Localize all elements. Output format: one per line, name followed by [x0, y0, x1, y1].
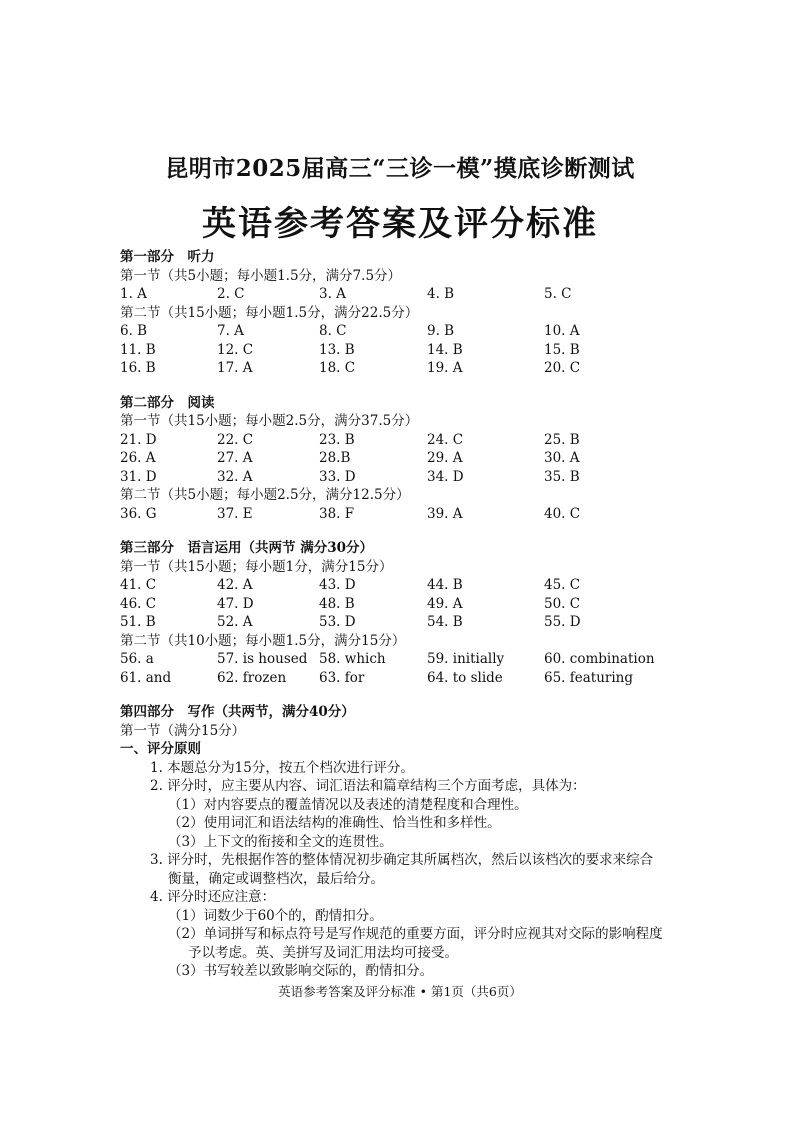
principle-3-line-1: 3. 评分时，先根据作答的整体情况初步确定其所属档次，然后以该档次的要求来综合: [150, 852, 654, 868]
answer-item: 29. A: [427, 450, 463, 466]
answer-item: 61. and: [120, 669, 172, 686]
part2-section2-answers: [120, 505, 700, 524]
principle-1: 1. 本题总分为15分，按五个档次进行评分。: [150, 759, 414, 776]
answer-item: 8. C: [319, 323, 347, 339]
part3-section2-answers: [120, 650, 700, 687]
answer-item: 37. E: [217, 505, 253, 522]
answer-row: [120, 449, 700, 468]
answer-item: 19. A: [427, 360, 463, 376]
answer-item: 36. G: [120, 505, 157, 522]
part2-section1-answers: [120, 431, 700, 487]
answer-item: 3. A: [319, 286, 346, 302]
page-footer: 英语参考答案及评分标准 • 第1页（共6页）: [278, 984, 522, 999]
principle-4: 4. 评分时还应注意：: [150, 889, 276, 905]
answer-row: [120, 341, 700, 360]
answer-item: 43. D: [319, 577, 356, 593]
part2-section1-label: 第一节（共15小题；每小题2.5分，满分37.5分）: [120, 413, 419, 429]
part3-section1-answers: [120, 576, 700, 632]
part1-heading: 第一部分 听力: [120, 249, 215, 265]
answer-item: 25. B: [544, 431, 580, 448]
answer-item: 28.B: [319, 450, 351, 466]
answer-item: 62. frozen: [217, 669, 287, 686]
part4-heading: 第四部分 写作（共两节，满分40分）: [120, 704, 355, 720]
answer-row: [120, 431, 700, 450]
answer-item: 27. A: [217, 450, 253, 466]
answer-row: [120, 322, 700, 341]
answer-item: 59. initially: [427, 651, 505, 667]
answer-item: 10. A: [544, 323, 580, 339]
answer-item: 52. A: [217, 614, 253, 630]
answer-item: 56. a: [120, 651, 154, 667]
answer-item: 47. D: [217, 595, 254, 612]
part4-section1-label: 第一节（满分15分）: [120, 722, 246, 739]
answer-item: 35. B: [544, 468, 580, 485]
part1-section2-label: 第二节（共15小题；每小题1.5分，满分22.5分）: [120, 304, 419, 321]
principle-4-item-2-line-2: 予以考虑。英、美拼写及词汇用法均可接受。: [188, 944, 458, 961]
principle-2-item-1: （1）对内容要点的覆盖情况以及表述的清楚程度和合理性。: [168, 796, 528, 813]
answer-item: 54. B: [427, 614, 463, 630]
answer-item: 26. A: [120, 450, 156, 466]
answer-content: [120, 248, 700, 981]
answer-item: 55. D: [544, 614, 581, 630]
principle-4-item-1: （1）词数少于60个的，酌情扣分。: [168, 907, 383, 924]
principle-4-item-2-line-1: （2）单词拼写和标点符号是写作规范的重要方面，评分时应视其对交际的影响程度: [168, 926, 663, 942]
answer-item: 50. C: [544, 595, 581, 612]
principle-3-line-2: 衡量，确定或调整档次，最后给分。: [168, 870, 384, 887]
answer-item: 57. is housed: [217, 651, 308, 667]
answer-item: 7. A: [217, 323, 244, 339]
answer-item: 60. combination: [544, 651, 655, 667]
answer-item: 11. B: [120, 341, 156, 358]
answer-item: 38. F: [319, 505, 355, 522]
answer-item: 49. A: [427, 595, 463, 612]
answer-item: 21. D: [120, 431, 157, 448]
answer-item: 20. C: [544, 360, 581, 376]
answer-item: 15. B: [544, 341, 580, 358]
answer-item: 24. C: [427, 431, 464, 448]
answer-row: [120, 285, 700, 304]
answer-item: 23. B: [319, 431, 355, 448]
answer-item: 12. C: [217, 341, 254, 358]
part1-section1-answers: [120, 285, 700, 304]
answer-item: 6. B: [120, 323, 148, 339]
answer-item: 2. C: [217, 286, 245, 302]
answer-item: 9. B: [427, 323, 455, 339]
answer-item: 17. A: [217, 360, 253, 376]
answer-item: 4. B: [427, 286, 455, 302]
answer-row: [120, 650, 700, 669]
answer-row: [120, 576, 700, 595]
answer-row: [120, 613, 700, 632]
answer-row: [120, 468, 700, 487]
answer-item: 58. which: [319, 651, 386, 667]
principle-4-item-3: （3）书写较差以致影响交际的，酌情扣分。: [168, 963, 434, 979]
answer-item: 39. A: [427, 505, 463, 522]
answer-row: [120, 505, 700, 524]
answer-item: 34. D: [427, 468, 464, 485]
answer-item: 16. B: [120, 360, 156, 376]
answer-item: 44. B: [427, 577, 463, 593]
part2-heading: 第二部分 阅读: [120, 394, 215, 411]
answer-item: 65. featuring: [544, 669, 634, 686]
exam-title: 昆明市2025届高三“三诊一模”摸底诊断测试: [165, 155, 635, 182]
answer-item: 45. C: [544, 577, 581, 593]
answer-item: 42. A: [217, 577, 253, 593]
part2-section2-label: 第二节（共5小题；每小题2.5分，满分12.5分）: [120, 487, 410, 503]
answer-item: 32. A: [217, 468, 253, 485]
answer-item: 53. D: [319, 614, 356, 630]
answer-item: 13. B: [319, 341, 355, 358]
answer-item: 30. A: [544, 450, 580, 466]
answer-item: 1. A: [120, 286, 147, 302]
principle-2-item-3: （3）上下文的衔接和全文的连贯性。: [168, 833, 393, 850]
answer-item: 48. B: [319, 595, 355, 612]
answer-item: 14. B: [427, 341, 463, 358]
answer-item: 5. C: [544, 286, 572, 302]
answer-item: 51. B: [120, 614, 156, 630]
principle-2: 2. 评分时，应主要从内容、词汇语法和篇章结构三个方面考虑，具体为：: [150, 778, 586, 794]
answer-item: 46. C: [120, 595, 157, 612]
answer-item: 64. to slide: [427, 669, 503, 686]
answer-item: 22. C: [217, 431, 254, 448]
answer-item: 40. C: [544, 505, 581, 522]
answer-row: [120, 669, 700, 688]
answer-row: [120, 359, 700, 378]
answer-item: 63. for: [319, 669, 365, 686]
answer-item: 41. C: [120, 577, 157, 593]
part3-section2-label: 第二节（共10小题；每小题1.5分，满分15分）: [120, 632, 406, 649]
principle-2-item-2: （2）使用词汇和语法结构的准确性、恰当性和多样性。: [168, 815, 501, 831]
part3-heading: 第三部分 语言运用（共两节 满分30分）: [120, 540, 373, 556]
answer-row: [120, 595, 700, 614]
principles-heading: 一、评分原则: [120, 741, 201, 757]
answer-item: 33. D: [319, 468, 356, 485]
part3-section1-label: 第一节（共15小题；每小题1分，满分15分）: [120, 558, 393, 575]
answer-item: 31. D: [120, 468, 157, 485]
answer-item: 18. C: [319, 360, 356, 376]
part1-section1-label: 第一节（共5小题；每小题1.5分，满分7.5分）: [120, 267, 402, 284]
part1-section2-answers: [120, 322, 700, 378]
document-title: 英语参考答案及评分标准: [202, 204, 598, 244]
